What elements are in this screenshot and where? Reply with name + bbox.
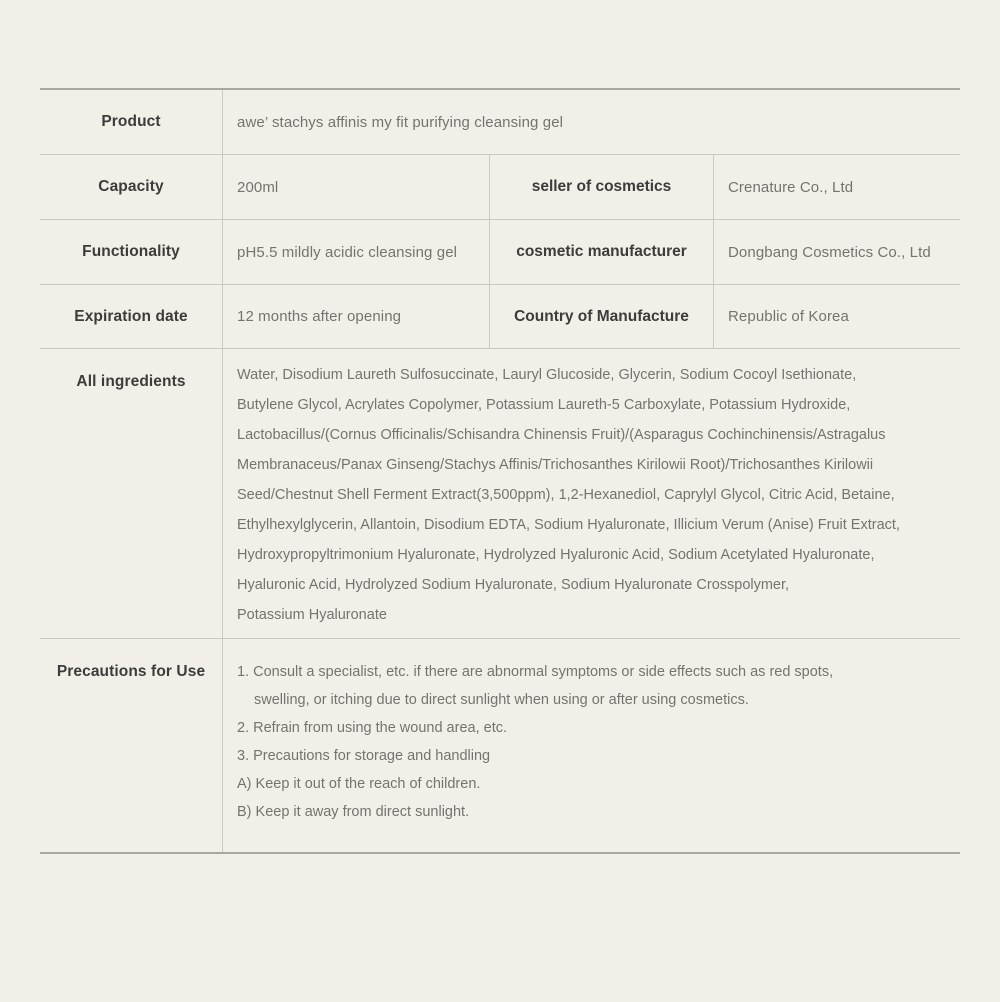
row-expiration bbox=[40, 284, 960, 348]
functionality-label: Functionality bbox=[40, 220, 223, 284]
row-product bbox=[40, 90, 960, 154]
product-spec-table bbox=[40, 88, 960, 854]
all-ingredients-value bbox=[223, 349, 960, 638]
manufacturer-label: cosmetic manufacturer bbox=[490, 220, 714, 284]
ingredients-line: Water, Disodium Laureth Sulfosuccinate, Lauryl Glucoside, Glycerin, Sodium Cocoyl Isethionate, bbox=[237, 367, 857, 383]
ingredients-line: Lactobacillus/(Cornus Officinalis/Schisandra Chinensis Fruit)/(Asparagus Cochinchinensis/Astragalus bbox=[237, 427, 886, 443]
precautions-line: 3. Precautions for storage and handling bbox=[237, 748, 491, 764]
capacity-value: 200ml bbox=[223, 155, 490, 219]
precautions-label: Precautions for Use bbox=[40, 639, 223, 852]
ingredients-line: Seed/Chestnut Shell Ferment Extract(3,500ppm), 1,2-Hexanediol, Caprylyl Glycol, Citric Acid, Betaine, bbox=[237, 487, 895, 503]
ingredients-line: Butylene Glycol, Acrylates Copolymer, Potassium Laureth-5 Carboxylate, Potassium Hydroxide, bbox=[237, 397, 851, 413]
product-value: awe’ stachys affinis my fit purifying cleansing gel bbox=[237, 113, 564, 131]
ingredients-line: Potassium Hyaluronate bbox=[237, 607, 387, 623]
ingredients-line: Membranaceus/Panax Ginseng/Stachys Affinis/Trichosanthes Kirilowii Root)/Trichosanthes Kirilowii bbox=[237, 457, 874, 473]
row-precautions bbox=[40, 638, 960, 852]
seller-label: seller of cosmetics bbox=[490, 155, 714, 219]
manufacturer-value: Dongbang Cosmetics Co., Ltd bbox=[728, 243, 931, 261]
precautions-line: A) Keep it out of the reach of children. bbox=[237, 776, 481, 792]
ingredients-line: Hydroxypropyltrimonium Hyaluronate, Hydrolyzed Hyaluronic Acid, Sodium Acetylated Hyaluronate, bbox=[237, 547, 875, 563]
seller-value: Crenature Co., Ltd bbox=[728, 178, 854, 196]
country-label: Country of Manufacture bbox=[490, 285, 714, 348]
ingredients-line: Hyaluronic Acid, Hydrolyzed Sodium Hyaluronate, Sodium Hyaluronate Crosspolymer, bbox=[237, 577, 790, 593]
row-functionality bbox=[40, 219, 960, 284]
ingredients-line: Ethylhexylglycerin, Allantoin, Disodium EDTA, Sodium Hyaluronate, Illicium Verum (Anise) Fruit Extract, bbox=[237, 517, 900, 533]
row-all-ingredients bbox=[40, 348, 960, 638]
expiration-value: 12 months after opening bbox=[223, 285, 490, 348]
functionality-value: pH5.5 mildly acidic cleansing gel bbox=[223, 220, 490, 284]
precautions-line: 1. Consult a specialist, etc. if there are abnormal symptoms or side effects such as red spots, bbox=[237, 664, 834, 680]
country-value: Republic of Korea bbox=[728, 308, 849, 325]
precautions-value bbox=[223, 639, 960, 852]
expiration-label: Expiration date bbox=[40, 285, 223, 348]
row-capacity bbox=[40, 154, 960, 219]
precautions-line: 2. Refrain from using the wound area, etc. bbox=[237, 720, 508, 736]
precautions-line: B) Keep it away from direct sunlight. bbox=[237, 804, 470, 820]
capacity-label: Capacity bbox=[40, 155, 223, 219]
precautions-line: swelling, or itching due to direct sunlight when using or after using cosmetics. bbox=[254, 692, 749, 708]
all-ingredients-label: All ingredients bbox=[40, 349, 223, 638]
product-label: Product bbox=[40, 90, 223, 154]
